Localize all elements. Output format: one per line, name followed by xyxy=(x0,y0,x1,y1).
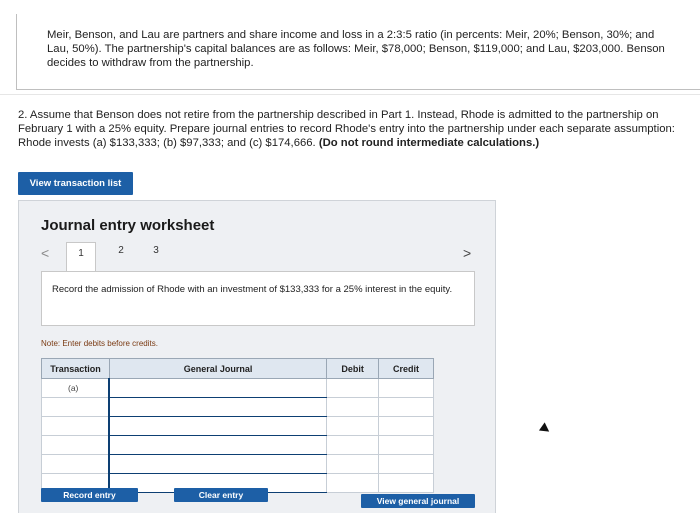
credit-input[interactable] xyxy=(379,458,433,473)
tab-3[interactable]: 3 xyxy=(153,245,159,256)
table-row xyxy=(42,436,434,455)
entry-prompt-text: Record the admission of Rhode with an investment of $133,333 for a 25% interest in the equity. xyxy=(52,284,453,295)
part1-text: Meir, Benson, and Lau are partners and share income and loss in a 2:3:5 ratio (in percents: Meir, 20%; Benson, 30%; and Lau, 50%). The partnership's capital balances are as follows: Meir, $78,000; Benson, $119,000; and Lau, $203,000. Benson decides to withdraw from the partnership. xyxy=(47,29,665,69)
transaction-cell: (a) xyxy=(42,379,110,398)
worksheet-title: Journal entry worksheet xyxy=(41,217,215,234)
journal-entry-worksheet xyxy=(18,200,496,513)
table-row xyxy=(42,417,434,436)
credit-cell[interactable] xyxy=(379,455,434,474)
tab-1[interactable]: 1 xyxy=(66,242,96,272)
next-arrow-icon[interactable]: > xyxy=(463,245,472,261)
credit-input[interactable] xyxy=(379,439,433,454)
account-input[interactable] xyxy=(110,458,326,473)
view-general-journal-button[interactable]: View general journal xyxy=(361,494,475,508)
view-transaction-list-button[interactable]: View transaction list xyxy=(18,172,133,195)
account-cell[interactable] xyxy=(109,398,326,417)
credit-input[interactable] xyxy=(379,382,433,397)
part2-problem-text xyxy=(18,108,690,150)
transaction-cell xyxy=(42,398,110,417)
debits-first-note: Note: Enter debits before credits. xyxy=(41,339,158,348)
journal-table-header xyxy=(42,359,434,379)
transaction-cell xyxy=(42,436,110,455)
debit-input[interactable] xyxy=(327,420,378,435)
debit-input[interactable] xyxy=(327,382,378,397)
credit-input[interactable] xyxy=(379,420,433,435)
record-entry-button[interactable]: Record entry xyxy=(41,488,138,502)
header-general-journal: General Journal xyxy=(109,359,326,379)
debit-cell[interactable] xyxy=(327,379,379,398)
debit-cell[interactable] xyxy=(327,474,379,493)
credit-cell[interactable] xyxy=(379,398,434,417)
credit-cell[interactable] xyxy=(379,417,434,436)
journal-table xyxy=(41,358,434,493)
tab-2[interactable]: 2 xyxy=(118,245,124,256)
header-debit: Debit xyxy=(327,359,379,379)
debit-cell[interactable] xyxy=(327,436,379,455)
credit-cell[interactable] xyxy=(379,379,434,398)
header-credit: Credit xyxy=(379,359,434,379)
account-cell[interactable] xyxy=(109,455,326,474)
part1-problem-text xyxy=(16,14,700,90)
credit-cell[interactable] xyxy=(379,474,434,493)
table-row xyxy=(42,455,434,474)
credit-input[interactable] xyxy=(379,401,433,416)
debit-cell[interactable] xyxy=(327,455,379,474)
credit-input[interactable] xyxy=(379,477,433,492)
part2-rounding-note: (Do not round intermediate calculations.) xyxy=(318,137,540,149)
account-cell[interactable] xyxy=(109,417,326,436)
account-input[interactable] xyxy=(110,439,326,454)
part2-text: 2. Assume that Benson does not retire from the partnership described in Part 1. Instead, Rhode is admitted to the partnership on February 1 with a 25% equity. Prepare journal entries to record Rhode's entry into the partnership under each separate assumption: Rhode invests (a) $133,333; (b) $97,333; and (c) $174,666. xyxy=(18,109,675,149)
debit-cell[interactable] xyxy=(327,417,379,436)
account-input[interactable] xyxy=(110,420,326,435)
debit-input[interactable] xyxy=(327,401,378,416)
account-cell[interactable] xyxy=(109,379,326,398)
debit-input[interactable] xyxy=(327,477,378,492)
section-divider xyxy=(0,94,700,95)
account-input[interactable] xyxy=(110,401,326,416)
table-row xyxy=(42,379,434,398)
entry-prompt xyxy=(41,271,475,326)
mouse-pointer-icon xyxy=(539,422,552,435)
table-row xyxy=(42,398,434,417)
transaction-cell xyxy=(42,455,110,474)
prev-arrow-icon[interactable]: < xyxy=(41,245,50,261)
clear-entry-button[interactable]: Clear entry xyxy=(174,488,268,502)
debit-cell[interactable] xyxy=(327,398,379,417)
account-cell[interactable] xyxy=(109,436,326,455)
transaction-cell xyxy=(42,417,110,436)
debit-input[interactable] xyxy=(327,439,378,454)
debit-input[interactable] xyxy=(327,458,378,473)
account-input[interactable] xyxy=(110,382,326,397)
header-transaction: Transaction xyxy=(42,359,110,379)
credit-cell[interactable] xyxy=(379,436,434,455)
